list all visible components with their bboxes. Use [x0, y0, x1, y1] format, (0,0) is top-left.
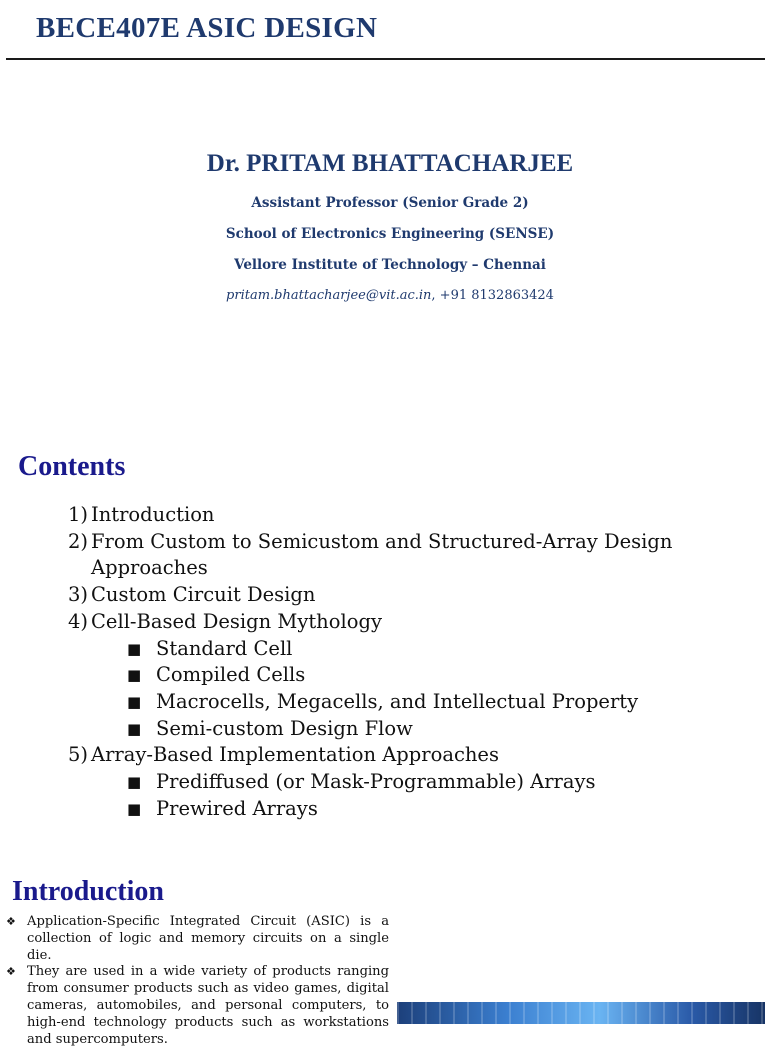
- author-institute: Vellore Institute of Technology – Chennai: [234, 257, 546, 273]
- introduction-bullet: [6, 964, 389, 1048]
- author-contact: [0, 288, 780, 303]
- contents-subitem-label: Compiled Cells: [156, 663, 306, 687]
- contents-item-label: Introduction: [91, 503, 215, 526]
- square-bullet-icon: ■: [127, 692, 142, 711]
- square-bullet-icon: ■: [127, 666, 142, 685]
- contents-heading: Contents: [18, 451, 126, 482]
- contents-item: [68, 529, 758, 582]
- introduction-bullet-text: Application-Specific Integrated Circuit (ASIC) is a collection of logic and memory circuits on a single die.: [27, 914, 389, 963]
- contents-subitem-label: Prewired Arrays: [156, 796, 318, 820]
- author-school: School of Electronics Engineering (SENSE): [225, 226, 555, 242]
- title-divider: [6, 58, 765, 60]
- contents-item: [68, 582, 758, 609]
- diamond-bullet-icon: ❖: [6, 965, 16, 979]
- contents-subitem: [68, 769, 758, 796]
- square-bullet-icon: ■: [127, 719, 142, 738]
- contents-list: [68, 502, 758, 822]
- author-block: [0, 150, 780, 303]
- introduction-bullet-list: [6, 914, 389, 1047]
- chip-illustration-image: [397, 1002, 765, 1024]
- diamond-bullet-icon: ❖: [6, 915, 16, 928]
- contents-subitem: [68, 716, 758, 743]
- square-bullet-icon: ■: [127, 799, 142, 818]
- contents-item-number: 5): [68, 743, 89, 767]
- contents-subitem-label: Macrocells, Megacells, and Intellectual Property: [156, 689, 639, 713]
- contents-item-label: Array-Based Implementation Approaches: [91, 743, 499, 767]
- course-title: BECE407E ASIC DESIGN: [36, 12, 378, 44]
- contents-item-label: Custom Circuit Design: [91, 583, 316, 607]
- introduction-heading: Introduction: [12, 876, 164, 907]
- contents-item: [68, 609, 758, 636]
- contents-subitem-label: Prediffused (or Mask-Programmable) Arrays: [156, 770, 596, 794]
- contents-subitem: [68, 689, 758, 716]
- contents-item: [68, 742, 758, 769]
- contents-item: [68, 502, 758, 529]
- contents-item-number: 2): [68, 529, 89, 553]
- contents-subitem: [68, 636, 758, 663]
- contents-subitem-label: Semi-custom Design Flow: [156, 716, 413, 740]
- contents-subitem: [68, 662, 758, 689]
- square-bullet-icon: ■: [127, 639, 142, 658]
- contents-subitem-label: Standard Cell: [156, 636, 293, 660]
- contents-item-number: 4): [68, 609, 89, 633]
- contents-item-number: 3): [68, 583, 89, 607]
- introduction-bullet-text: They are used in a wide variety of products ranging from consumer products such as video games, digital cameras, automobiles, and personal computers, to high-end technology products such as workstations and supercomputers.: [27, 964, 389, 1047]
- contents-subitem: [68, 796, 758, 823]
- contents-item-label: From Custom to Semicustom and Structured-Array Design Approaches: [91, 529, 673, 580]
- author-name: Dr. PRITAM BHATTACHARJEE: [206, 150, 574, 177]
- author-email-link[interactable]: pritam.bhattacharjee@vit.ac.in: [226, 288, 432, 303]
- contents-item-number: 1): [68, 503, 89, 526]
- square-bullet-icon: ■: [127, 773, 142, 792]
- author-designation: Assistant Professor (Senior Grade 2): [251, 195, 529, 211]
- contents-item-label: Cell-Based Design Mythology: [91, 609, 382, 633]
- author-phone: , +91 8132863424: [431, 288, 554, 303]
- introduction-bullet: [6, 914, 389, 964]
